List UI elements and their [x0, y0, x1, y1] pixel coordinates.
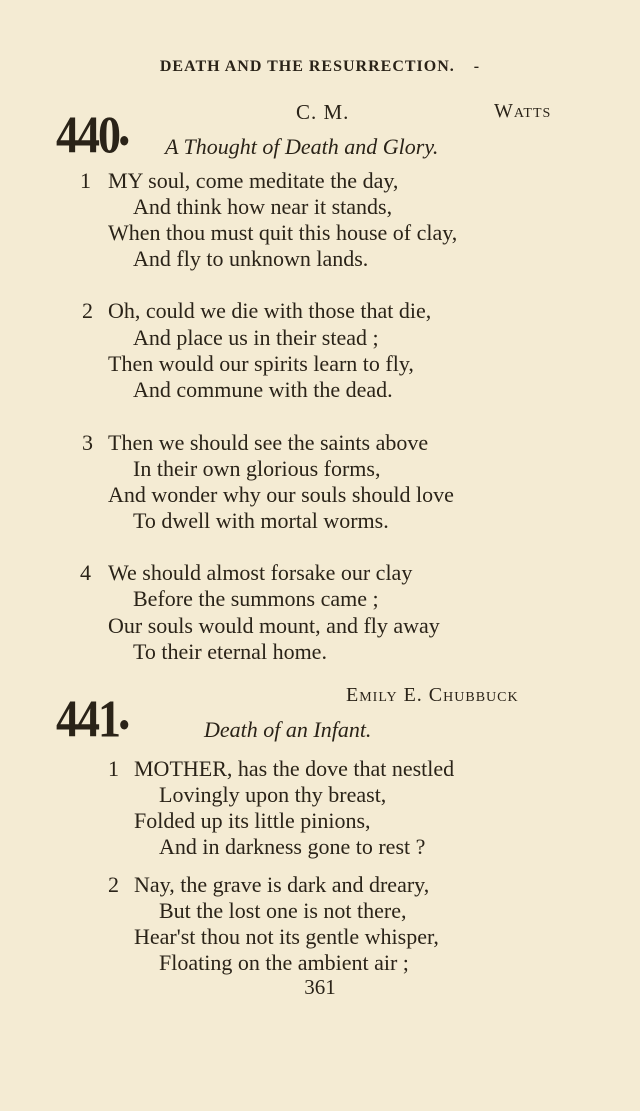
hymn-title-441: Death of an Infant. [204, 717, 372, 742]
verse-number: 3 [82, 430, 93, 455]
verse-line: Before the summons came ; [133, 586, 379, 611]
verse-number: 4 [80, 560, 91, 585]
header-mark: - [473, 58, 481, 75]
verse-line: And fly to unknown lands. [133, 246, 369, 271]
verse-line: Nay, the grave is dark and dreary, [134, 872, 430, 897]
hymn-number-text: 441 [56, 689, 119, 748]
hymn-number-text: 440 [56, 105, 119, 164]
verse-line: To dwell with mortal worms. [133, 508, 389, 533]
verse-line: Lovingly upon thy breast, [159, 782, 387, 807]
verse-line: And place us in their stead ; [133, 325, 379, 350]
running-header [0, 58, 640, 76]
verse-line: Floating on the ambient air ; [159, 950, 409, 975]
verse-line: And wonder why our souls should love [108, 482, 454, 507]
verse-line: MOTHER, has the dove that nestled [134, 756, 455, 781]
verse-line: Our souls would mount, and fly away [108, 613, 440, 638]
verse-line: Then would our spirits learn to fly, [108, 351, 414, 376]
verse-line: And commune with the dead. [133, 377, 393, 402]
hymn-author-440: Watts [494, 100, 552, 122]
hymn-title-440: A Thought of Death and Glory. [165, 134, 439, 159]
verse-line: But the lost one is not there, [159, 898, 407, 923]
verse-line: When thou must quit this house of clay, [108, 220, 458, 245]
running-title: DEATH AND THE RESURRECTION. [159, 58, 455, 75]
verse-line: Hear'st thou not its gentle whisper, [134, 924, 439, 949]
page-number: 361 [304, 975, 336, 999]
verse-line: In their own glorious forms, [133, 456, 381, 481]
verse-number: 2 [82, 298, 93, 323]
hymn-number-441: 441• [56, 689, 128, 748]
verse-line: Folded up its little pinions, [134, 808, 371, 833]
hymn-number-440: 440• [56, 105, 128, 164]
verse-line: To their eternal home. [133, 639, 327, 664]
verse-number: 1 [80, 168, 91, 193]
verse-line: And in darkness gone to rest ? [159, 834, 426, 859]
verse-line: And think how near it stands, [133, 194, 393, 219]
hymn-meter: C. M. [296, 100, 350, 124]
verse-number: 2 [108, 872, 119, 897]
verse-line: We should almost forsake our clay [108, 560, 413, 585]
verse-number: 1 [108, 756, 119, 781]
hymn-author-441: Emily E. Chubbuck [346, 684, 519, 706]
verse-line: Then we should see the saints above [108, 430, 429, 455]
verse-line: MY soul, come meditate the day, [108, 168, 399, 193]
verse-line: Oh, could we die with those that die, [108, 298, 432, 323]
